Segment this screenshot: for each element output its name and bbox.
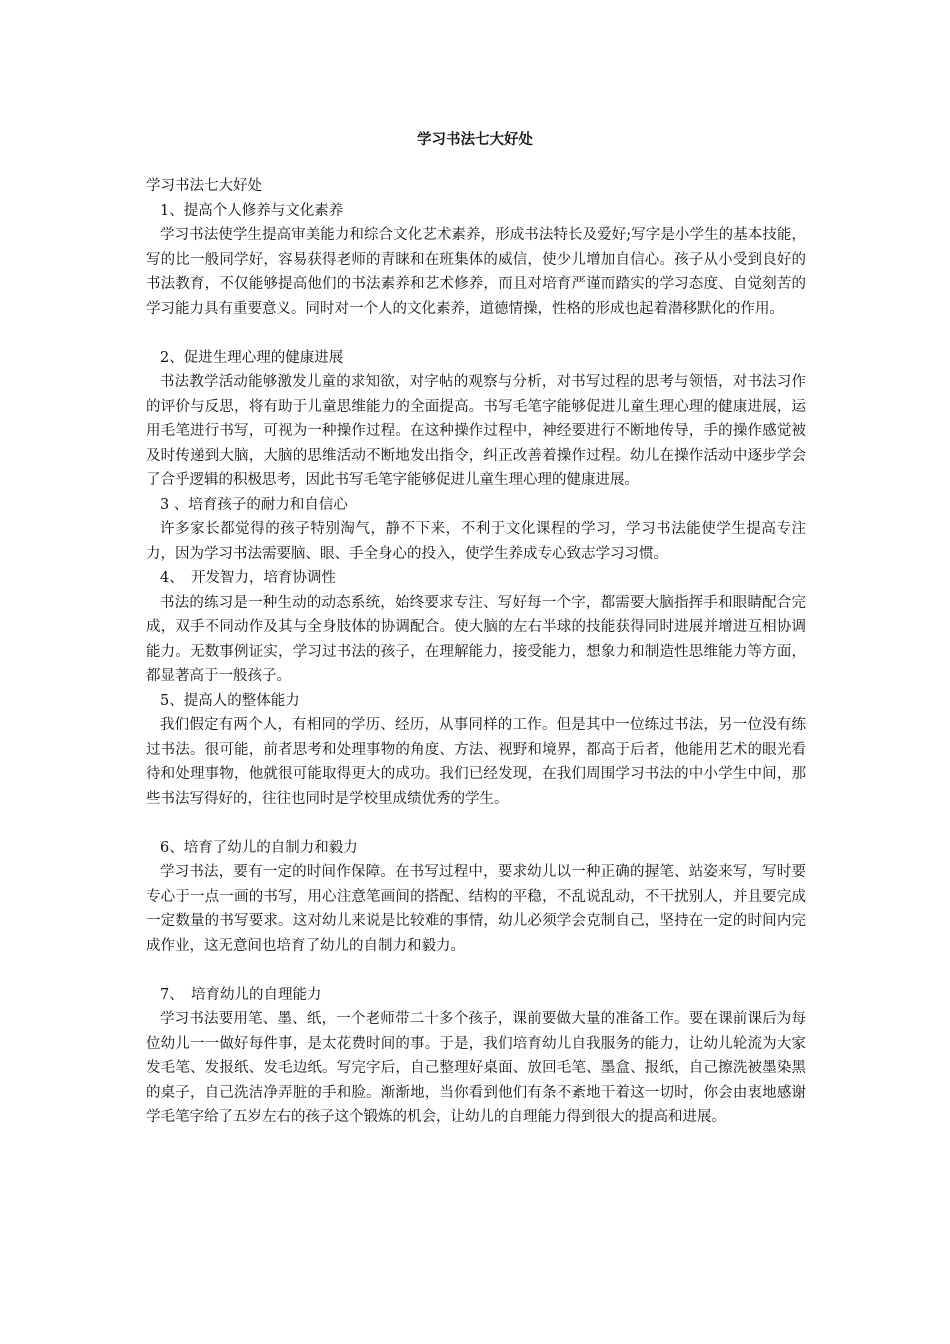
section-5-heading: 5、提高人的整体能力	[160, 692, 300, 709]
section-gap	[146, 811, 806, 836]
section-6-heading: 6、培育了幼儿的自制力和毅力	[160, 839, 358, 856]
section-1-body: 学习书法使学生提高审美能力和综合文化艺术素养，形成书法特长及爱好;写字是小学生的基本技能，写的比一般同学好，容易获得老师的青睐和在班集体的威信，使少儿增加自信心。孩子从小受到良好的书法教育，不仅能够提高他们的书法素养和艺术修养，而且对培育严谨而踏实的学习态度、自觉刻苦的学习能力具有重要意义。同时对一个人的文化素养，道德情操，性格的形成也起着潜移默化的作用。	[146, 227, 806, 317]
section-5-body: 我们假定有两个人，有相同的学历、经历，从事同样的工作。但是其中一位练过书法，另一位没有练过书法。很可能，前者思考和处理事物的角度、方法、视野和境界，都高于后者，他能用艺术的眼光看待和处理事物，他就很可能取得更大的成功。我们已经发现，在我们周围学习书法的中小学生中间，那些书法写得好的，往往也同时是学校里成绩优秀的学生。	[146, 717, 806, 807]
section-7-body: 学习书法要用笔、墨、纸，一个老师带二十多个孩子，课前要做大量的准备工作。要在课前课后为每位幼儿一一做好每件事，是太花费时间的事。于是，我们培育幼儿自我服务的能力，让幼儿轮流为大家发毛笔、发报纸、发毛边纸。写完字后，自己整理好桌面、放回毛笔、墨盒、报纸，自己擦洗被墨染黑的桌子，自己洗洁净弄脏的手和脸。渐渐地，当你看到他们有条不紊地干着这一切时，你会由衷地感谢学毛笔字给了五岁左右的孩子这个锻炼的机会，让幼儿的自理能力得到很大的提高和进展。	[146, 1011, 806, 1125]
section-3-body: 许多家长都觉得的孩子特别淘气，静不下来，不利于文化课程的学习，学习书法能使学生提高专注力，因为学习书法需要脑、眼、手全身心的投入，使学生养成专心致志学习习惯。	[146, 521, 806, 562]
section-4-heading: 4、 开发智力，培育协调性	[160, 570, 336, 586]
section-gap	[146, 958, 806, 983]
section-7-heading: 7、 培育幼儿的自理能力	[160, 986, 322, 1003]
section-2-body: 书法教学活动能够激发儿童的求知欲，对字帖的观察与分析，对书写过程的思考与领悟，对书法习作的评价与反思，将有助于儿童思维能力的全面提高。书写毛笔字能够促进儿童生理心理的健康进展，运用毛笔进行书写，可视为一种操作过程。在这种操作过程中，神经要进行不断地传导，手的操作感觉被及时传递到大脑，大脑的思维活动不断地发出指令，纠正改善着操作过程。幼儿在操作活动中逐步学会了合乎逻辑的积极思考，因此书写毛笔字能够促进儿童生理心理的健康进展。	[146, 374, 806, 488]
document-title: 学习书法七大好处	[417, 131, 533, 148]
document-body	[146, 174, 806, 1130]
section-1-heading: 1、提高个人修养与文化素养	[160, 202, 344, 219]
section-2-heading: 2、促进生理心理的健康进展	[160, 349, 344, 366]
section-3-heading: 3 、培育孩子的耐力和自信心	[160, 496, 348, 513]
article-heading: 学习书法七大好处	[146, 178, 262, 194]
section-6-body: 学习书法，要有一定的时间作保障。在书写过程中，要求幼儿以一种正确的握笔、站姿来写，写时要专心于一点一画的书写，用心注意笔画间的搭配、结构的平稳，不乱说乱动，不干扰别人，并且要完成一定数量的书写要求。这对幼儿来说是比较难的事情，幼儿必须学会克制自己，坚持在一定的时间内完成作业，这无意间也培育了幼儿的自制力和毅力。	[146, 864, 806, 954]
section-gap	[146, 321, 806, 346]
section-4-body: 书法的练习是一种生动的动态系统，始终要求专注、写好每一个字，都需要大脑指挥手和眼睛配合完成，双手不同动作及其与全身肢体的协调配合。使大脑的左右半球的技能获得同时进展并增进互相协调能力。无数事例证实，学习过书法的孩子，在理解能力，接受能力，想象力和制造性思维能力等方面，都显著高于一般孩子。	[146, 594, 806, 684]
